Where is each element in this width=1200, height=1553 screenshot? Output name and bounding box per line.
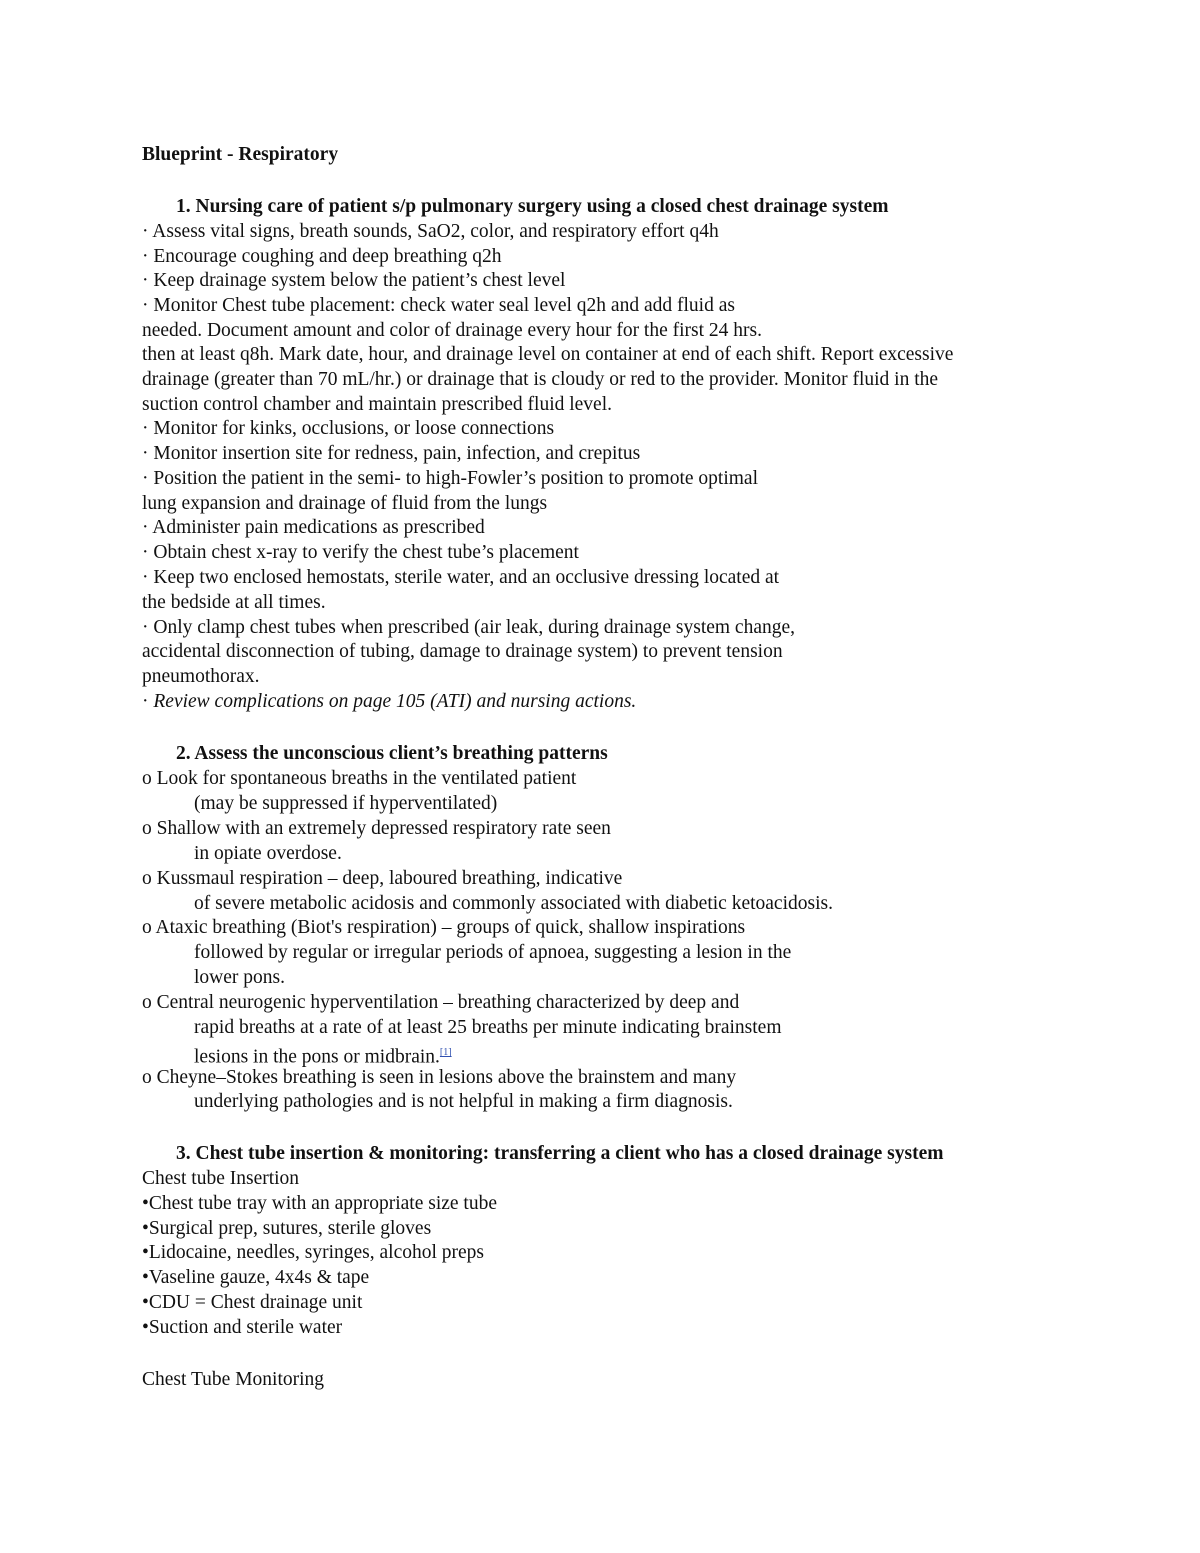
section3-item: •Surgical prep, sutures, sterile gloves xyxy=(142,1218,432,1239)
section1-line: · Monitor insertion site for redness, pain, infection, and crepitus xyxy=(142,443,641,464)
section2-item-continuation: lower pons. xyxy=(194,967,285,988)
document-title: Blueprint - Respiratory xyxy=(142,144,339,165)
section2-item: o Look for spontaneous breaths in the ventilated patient xyxy=(142,768,577,789)
section3-heading: 3. Chest tube insertion & monitoring: transferring a client who has a closed drainage system xyxy=(176,1143,944,1164)
section1-line: · Only clamp chest tubes when prescribed (air leak, during drainage system change, xyxy=(142,617,796,638)
section1-line: · Administer pain medications as prescribed xyxy=(142,517,485,538)
section1-line: · Position the patient in the semi- to high-Fowler’s position to promote optimal xyxy=(142,468,759,489)
section3-item: •Vaseline gauze, 4x4s & tape xyxy=(142,1267,370,1288)
section2-item-continuation: followed by regular or irregular periods of apnoea, suggesting a lesion in the xyxy=(194,942,792,963)
section3-item: •Lidocaine, needles, syringes, alcohol preps xyxy=(142,1242,485,1263)
section1-line: needed. Document amount and color of drainage every hour for the first 24 hrs. xyxy=(142,320,763,341)
section2-item-continuation: underlying pathologies and is not helpful in making a firm diagnosis. xyxy=(194,1091,733,1112)
section2-item: o Kussmaul respiration – deep, laboured breathing, indicative xyxy=(142,868,623,889)
section2-item: o Ataxic breathing (Biot's respiration) – groups of quick, shallow inspirations xyxy=(142,917,746,938)
section1-heading: 1. Nursing care of patient s/p pulmonary surgery using a closed chest drainage system xyxy=(176,196,889,217)
section1-line: · Keep two enclosed hemostats, sterile water, and an occlusive dressing located at xyxy=(142,567,780,588)
section1-line: · Obtain chest x-ray to verify the chest tube’s placement xyxy=(142,542,579,563)
section1-line: · Encourage coughing and deep breathing q2h xyxy=(142,246,502,267)
monitoring-heading: Chest Tube Monitoring xyxy=(142,1369,325,1390)
section1-line: then at least q8h. Mark date, hour, and drainage level on container at end of each shift. Report excessive xyxy=(142,344,954,365)
section2-item: o Central neurogenic hyperventilation – breathing characterized by deep and xyxy=(142,992,740,1013)
section2-item: o Cheyne–Stokes breathing is seen in lesions above the brainstem and many xyxy=(142,1067,737,1088)
section1-line: suction control chamber and maintain prescribed fluid level. xyxy=(142,394,613,415)
section3-subheading: Chest tube Insertion xyxy=(142,1168,300,1189)
footnote-link[interactable]: [1] xyxy=(439,1047,452,1058)
section3-item: •Chest tube tray with an appropriate size tube xyxy=(142,1193,498,1214)
review-bullet: · xyxy=(142,691,154,712)
section1-review-line xyxy=(142,690,636,714)
section1-line: pneumothorax. xyxy=(142,666,260,687)
section1-line: · Monitor for kinks, occlusions, or loose connections xyxy=(142,418,555,439)
section1-line: lung expansion and drainage of fluid from the lungs xyxy=(142,493,548,514)
section2-item-text: lesions in the pons or midbrain. xyxy=(194,1046,440,1068)
section3-item: •CDU = Chest drainage unit xyxy=(142,1292,363,1313)
section2-heading: 2. Assess the unconscious client’s breathing patterns xyxy=(176,743,608,764)
section1-line: · Monitor Chest tube placement: check water seal level q2h and add fluid as xyxy=(142,295,735,316)
section1-line: · Keep drainage system below the patient’s chest level xyxy=(142,270,566,291)
section2-item-continuation: (may be suppressed if hyperventilated) xyxy=(194,793,498,814)
section2-item-continuation: rapid breaths at a rate of at least 25 breaths per minute indicating brainstem xyxy=(194,1017,782,1038)
section1-line: the bedside at all times. xyxy=(142,592,326,613)
review-text: Review complications on page 105 (ATI) and nursing actions. xyxy=(153,691,637,712)
section2-item-continuation: in opiate overdose. xyxy=(194,843,342,864)
section2-item-continuation: of severe metabolic acidosis and commonly associated with diabetic ketoacidosis. xyxy=(194,893,833,914)
section1-line: accidental disconnection of tubing, damage to drainage system) to prevent tension xyxy=(142,641,783,662)
section2-item: o Shallow with an extremely depressed respiratory rate seen xyxy=(142,818,611,839)
section3-item: •Suction and sterile water xyxy=(142,1317,343,1338)
section1-line: · Assess vital signs, breath sounds, SaO2, color, and respiratory effort q4h xyxy=(142,221,719,242)
section1-line: drainage (greater than 70 mL/hr.) or drainage that is cloudy or red to the provider. Monitor fluid in the xyxy=(142,369,939,390)
